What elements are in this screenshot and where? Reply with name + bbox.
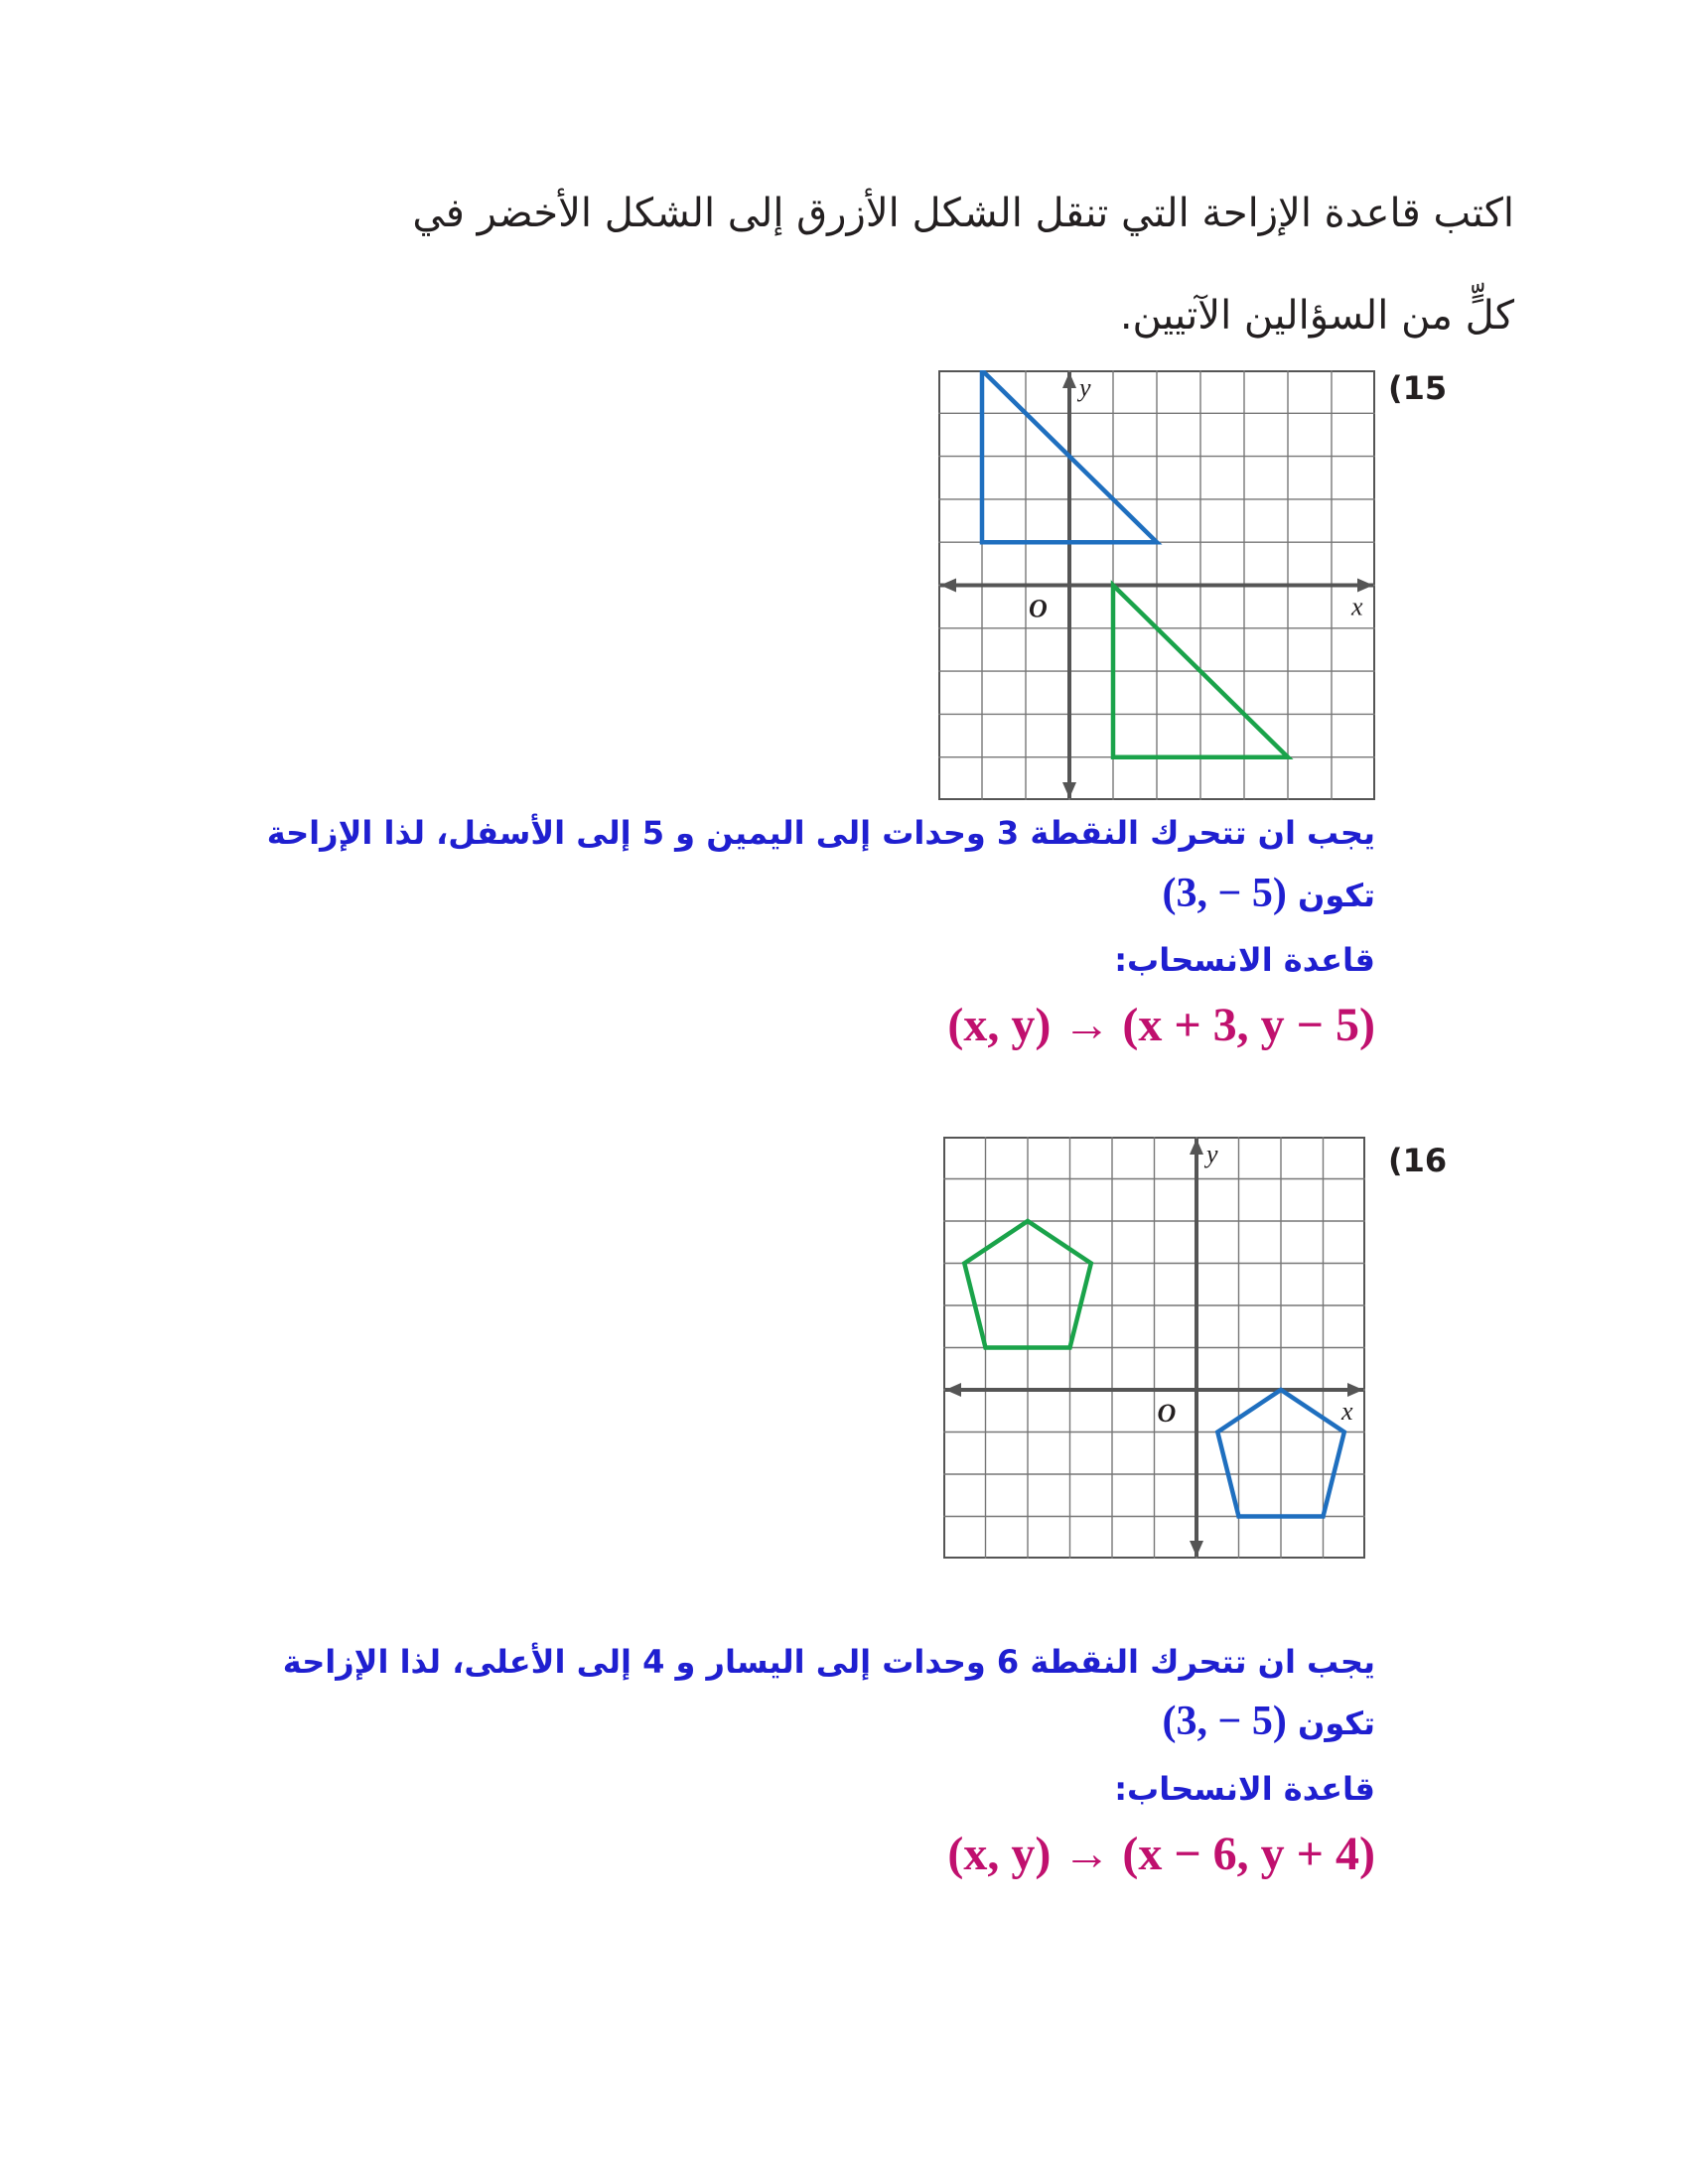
q15-answer-line-1: يجب ان تتحرك النقطة 3 وحدات إلى اليمين و 5 إلى الأسفل، لذا الإزاحة: [266, 814, 1375, 852]
q15-coordinate-grid: [938, 370, 1375, 800]
q16-answer-line-2: [1162, 1698, 1375, 1745]
q15-answer-line-2: [1162, 870, 1375, 917]
q16-x-axis-label: x: [1341, 1397, 1353, 1426]
q15-translation-vector: (3, − 5): [1162, 871, 1287, 916]
q15-y-axis-label: y: [1079, 373, 1091, 402]
q15-answer-word: تكون: [1298, 877, 1375, 914]
question-16-number: (16: [1388, 1142, 1448, 1179]
q16-answer-word: تكون: [1298, 1705, 1375, 1742]
instruction-line-1: اكتب قاعدة الإزاحة التي تنقل الشكل الأزرق إلى الشكل الأخضر في: [412, 191, 1514, 236]
q15-translation-rule: (x, y) → (x + 3, y − 5): [947, 999, 1375, 1051]
instruction-line-2: كلٍّ من السؤالين الآتيين.: [1119, 293, 1514, 339]
q16-rule-label: قاعدة الانسحاب:: [1114, 1770, 1375, 1808]
q15-x-axis-label: x: [1351, 592, 1363, 621]
q16-coordinate-grid: [943, 1137, 1365, 1559]
q16-translation-rule: (x, y) → (x − 6, y + 4): [947, 1828, 1375, 1880]
q16-translation-vector: (3, − 5): [1162, 1699, 1287, 1744]
q16-answer-line-1: يجب ان تتحرك النقطة 6 وحدات إلى اليسار و 4 إلى الأعلى، لذا الإزاحة: [282, 1643, 1375, 1681]
q15-rule-label: قاعدة الانسحاب:: [1114, 941, 1375, 979]
q16-y-axis-label: y: [1206, 1140, 1218, 1168]
question-15-number: (15: [1388, 369, 1448, 407]
q15-origin-label: O: [1029, 594, 1048, 623]
q16-origin-label: O: [1157, 1399, 1177, 1428]
